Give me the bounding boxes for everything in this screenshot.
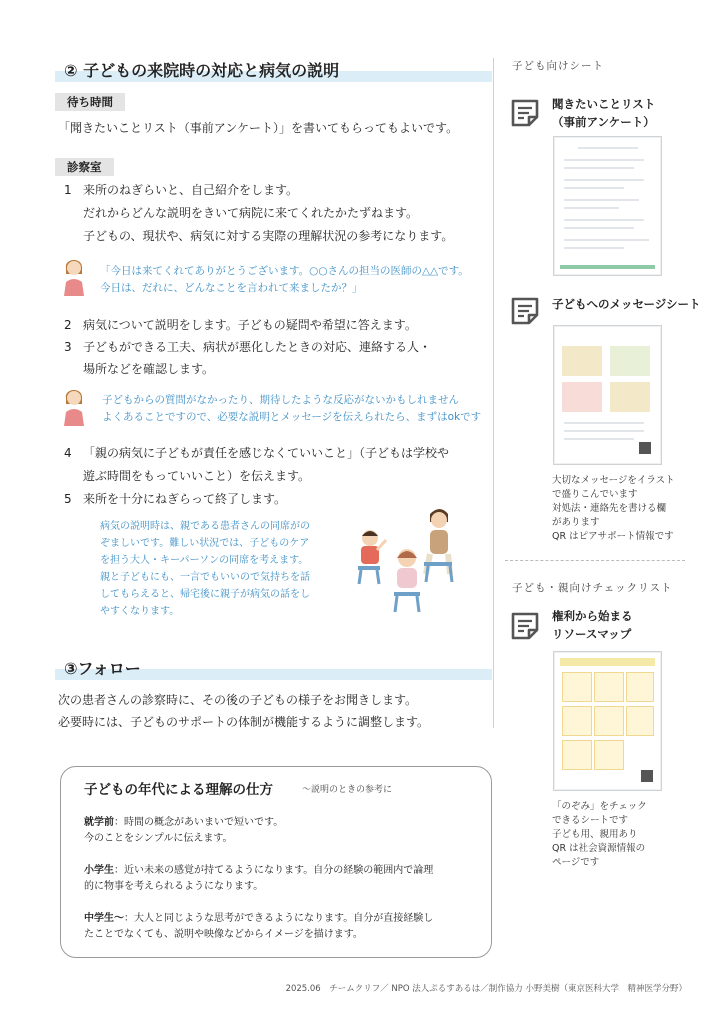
step3-number: 3 [64,340,72,354]
section3-header [55,656,492,682]
section3-title: ③フォロー [64,659,141,678]
step2-text: 病気について説明をします。子どもの疑問や希望に答えます。 [83,318,417,332]
doctor-avatar [60,254,88,296]
sheet1-thumbnail[interactable] [553,136,662,276]
waiting-text: 「聞きたいことリスト（事前アンケート）」を書いてもらってもよいです。 [58,121,459,135]
step2-number: 2 [64,318,72,332]
column-divider [493,58,494,728]
waiting-tag: 待ち時間 [55,93,125,111]
document-icon [510,296,540,326]
section2-header [55,58,492,84]
family-illustration [352,500,464,615]
sidebar-caption-checklist: 子ども・親向けチェックリスト [512,582,673,594]
step5-number: 5 [64,492,72,506]
section2-title: ② 子どもの来院時の対応と病気の説明 [64,61,340,80]
step5-text: 来所を十分にねぎらって終了します。 [83,492,287,506]
step4-number: 4 [64,446,72,460]
exam-tag: 診察室 [55,158,114,176]
document-icon [510,611,540,641]
age-card-title: 子どもの年代による理解の仕方 [84,782,273,798]
sheet2-thumbnail[interactable] [553,325,662,465]
sheet3-thumbnail[interactable] [553,651,662,791]
sidebar-caption-kids: 子ども向けシート [512,60,604,72]
sheet2-title: 子どもへのメッセージシート [552,297,701,311]
doctor-avatar-2 [60,384,88,426]
footer-credit: 2025.06 チームクリフ／ NPO 法人ぷるすあるは／制作協力 小野美樹（東京医科大学 精神医学分野） [285,984,687,994]
document-icon [510,98,540,128]
sidebar-divider [505,560,685,561]
age-card-subtitle: ～説明のときの参考に [302,785,393,795]
step1-number: 1 [64,183,72,197]
